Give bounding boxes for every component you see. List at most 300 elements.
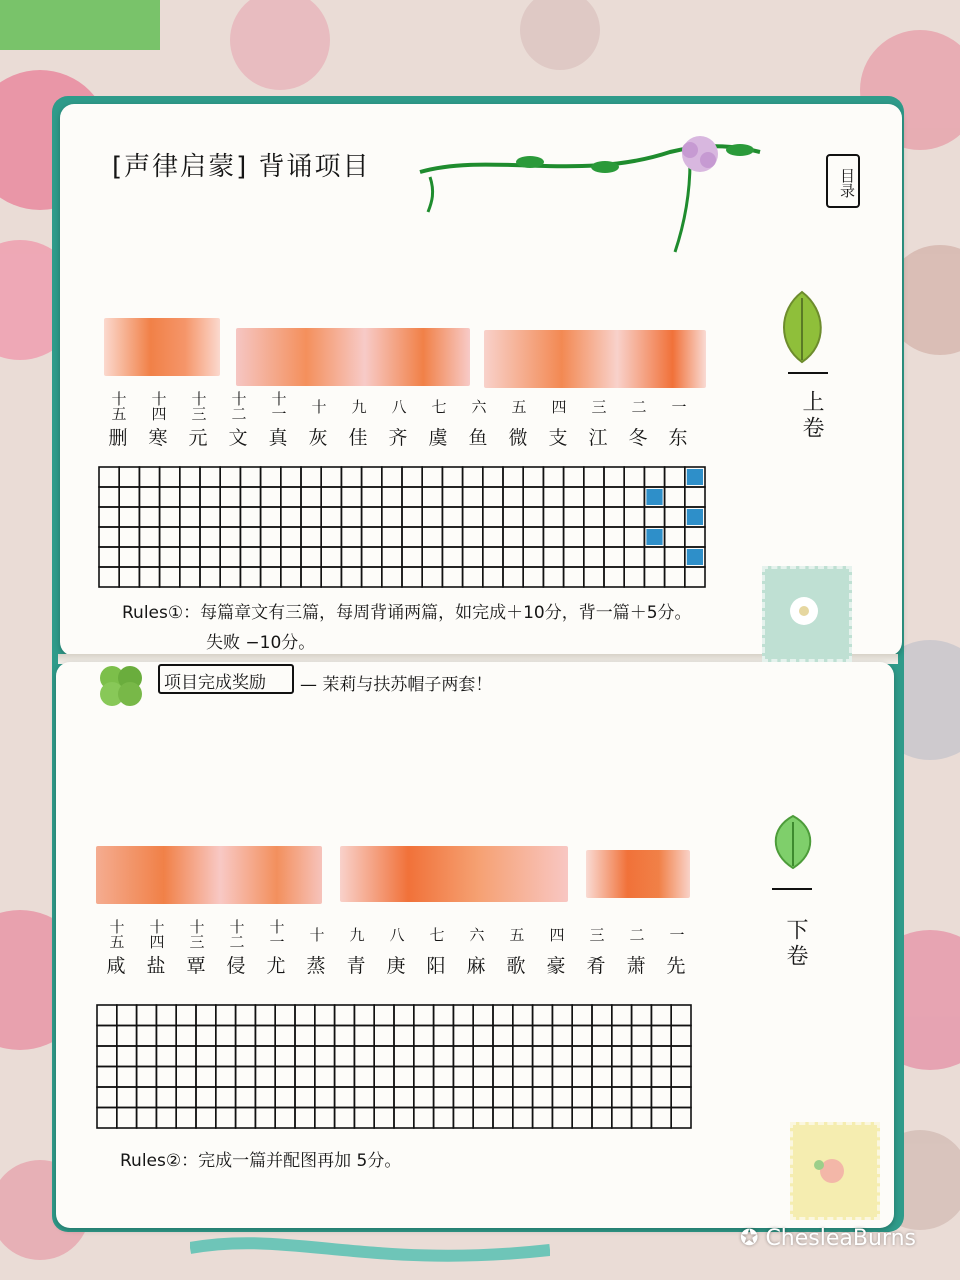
grid-cell bbox=[341, 527, 361, 547]
grid-cell bbox=[442, 567, 462, 587]
grid-cell bbox=[196, 1108, 216, 1129]
grid-cell bbox=[180, 487, 200, 507]
grid-cell bbox=[552, 1087, 572, 1108]
ribbon-bookmark bbox=[190, 1220, 550, 1280]
grid-cell bbox=[513, 1087, 533, 1108]
column-number: 十五 bbox=[109, 391, 128, 421]
rhyme-character: 元 bbox=[188, 427, 208, 449]
grid-cell bbox=[216, 1046, 236, 1067]
grid-cell bbox=[261, 527, 281, 547]
grid-cell bbox=[612, 1067, 632, 1088]
grid-cell bbox=[275, 1087, 295, 1108]
grid-cell bbox=[119, 507, 139, 527]
rhyme-column bbox=[138, 384, 178, 447]
rhyme-character: 文 bbox=[228, 427, 248, 449]
clover-icon bbox=[94, 660, 150, 710]
grid-cell bbox=[97, 1108, 117, 1129]
grid-cell bbox=[564, 507, 584, 527]
rhyme-character: 冬 bbox=[628, 427, 648, 449]
grid-cell bbox=[624, 527, 644, 547]
rhyme-character: 东 bbox=[668, 427, 688, 449]
grid-cell bbox=[335, 1067, 355, 1088]
grid-cell bbox=[612, 1108, 632, 1129]
grid-cell bbox=[503, 507, 523, 527]
grid-cell bbox=[281, 567, 301, 587]
grid-cell bbox=[119, 487, 139, 507]
grid-cell bbox=[651, 1108, 671, 1129]
grid-cell bbox=[493, 1087, 513, 1108]
grid-cell bbox=[463, 467, 483, 487]
column-number: 八 bbox=[387, 926, 406, 942]
grid-cell bbox=[295, 1005, 315, 1026]
grid-cell bbox=[651, 1087, 671, 1108]
grid-cell bbox=[354, 1046, 374, 1067]
grid-cell bbox=[281, 467, 301, 487]
completed-cell bbox=[646, 489, 662, 505]
grid-cell bbox=[463, 547, 483, 567]
column-number: 十二 bbox=[229, 391, 248, 421]
grid-cell bbox=[523, 507, 543, 527]
rhyme-column bbox=[136, 912, 176, 975]
rhyme-column bbox=[578, 384, 618, 447]
grid-cell bbox=[572, 1005, 592, 1026]
rhyme-character: 尤 bbox=[266, 955, 286, 977]
volume-1-headers bbox=[98, 384, 698, 447]
grid-cell bbox=[442, 527, 462, 547]
grid-cell bbox=[321, 487, 341, 507]
grid-cell bbox=[402, 507, 422, 527]
rhyme-character: 萧 bbox=[626, 955, 646, 977]
rhyme-character: 先 bbox=[666, 955, 686, 977]
grid-cell bbox=[473, 1087, 493, 1108]
grid-cell bbox=[533, 1087, 553, 1108]
grid-cell bbox=[564, 487, 584, 507]
rhyme-character: 歌 bbox=[506, 955, 526, 977]
grid-cell bbox=[99, 567, 119, 587]
vine-doodle bbox=[400, 132, 770, 262]
grid-cell bbox=[632, 1108, 652, 1129]
grid-cell bbox=[434, 1026, 454, 1047]
grid-cell bbox=[513, 1005, 533, 1026]
grid-cell bbox=[651, 1046, 671, 1067]
column-number: 十五 bbox=[107, 919, 126, 949]
grid-cell bbox=[295, 1108, 315, 1129]
grid-cell bbox=[632, 1026, 652, 1047]
grid-cell bbox=[533, 1046, 553, 1067]
grid-cell bbox=[200, 547, 220, 567]
rhyme-character: 江 bbox=[588, 427, 608, 449]
flower-icon bbox=[793, 1125, 871, 1211]
toc-label: 目录 bbox=[826, 154, 860, 208]
grid-cell bbox=[275, 1067, 295, 1088]
rhyme-character: 肴 bbox=[586, 955, 606, 977]
column-number: 十一 bbox=[267, 919, 286, 949]
grid-cell bbox=[612, 1005, 632, 1026]
grid-cell bbox=[240, 507, 260, 527]
grid-cell bbox=[240, 547, 260, 567]
grid-cell bbox=[335, 1005, 355, 1026]
grid-cell bbox=[137, 1108, 157, 1129]
grid-cell bbox=[354, 1108, 374, 1129]
rhyme-column bbox=[538, 384, 578, 447]
grid-cell bbox=[180, 547, 200, 567]
rhyme-character: 侵 bbox=[226, 955, 246, 977]
grid-cell bbox=[275, 1046, 295, 1067]
grid-cell bbox=[572, 1046, 592, 1067]
grid-cell bbox=[156, 1005, 176, 1026]
grid-cell bbox=[301, 507, 321, 527]
page-title: [声律启蒙] 背诵项目 bbox=[112, 152, 371, 182]
grid-cell bbox=[584, 527, 604, 547]
rhyme-column bbox=[216, 912, 256, 975]
rhyme-character: 微 bbox=[508, 427, 528, 449]
grid-cell bbox=[483, 547, 503, 567]
grid-cell bbox=[473, 1005, 493, 1026]
grid-cell bbox=[592, 1087, 612, 1108]
grid-cell bbox=[160, 467, 180, 487]
grid-cell bbox=[552, 1067, 572, 1088]
grid-cell bbox=[644, 547, 664, 567]
grid-cell bbox=[671, 1026, 691, 1047]
grid-cell bbox=[552, 1108, 572, 1129]
grid-cell bbox=[624, 467, 644, 487]
completed-cell bbox=[687, 469, 703, 485]
column-number: 八 bbox=[389, 398, 408, 414]
grid-cell bbox=[604, 467, 624, 487]
grid-cell bbox=[671, 1067, 691, 1088]
grid-cell bbox=[394, 1026, 414, 1047]
rhyme-character: 寒 bbox=[148, 427, 168, 449]
grid-cell bbox=[216, 1067, 236, 1088]
grid-cell bbox=[275, 1005, 295, 1026]
grid-cell bbox=[220, 487, 240, 507]
grid-cell bbox=[196, 1087, 216, 1108]
rhyme-column bbox=[338, 384, 378, 447]
grid-cell bbox=[240, 527, 260, 547]
grid-cell bbox=[362, 547, 382, 567]
grid-cell bbox=[453, 1108, 473, 1129]
grid-cell bbox=[374, 1087, 394, 1108]
grid-cell bbox=[483, 567, 503, 587]
washi-tape bbox=[96, 846, 322, 904]
wechat-icon: ✪ bbox=[740, 1226, 766, 1251]
column-number: 十二 bbox=[227, 919, 246, 949]
column-number: 六 bbox=[467, 926, 486, 942]
column-number: 一 bbox=[669, 398, 688, 414]
grid-cell bbox=[321, 567, 341, 587]
grid-cell bbox=[137, 1026, 157, 1047]
leaf-icon bbox=[776, 290, 828, 366]
column-number: 四 bbox=[547, 926, 566, 942]
grid-cell bbox=[160, 487, 180, 507]
grid-cell bbox=[442, 507, 462, 527]
grid-cell bbox=[374, 1026, 394, 1047]
rhyme-column bbox=[496, 912, 536, 975]
grid-cell bbox=[220, 507, 240, 527]
grid-cell bbox=[255, 1087, 275, 1108]
grid-cell bbox=[503, 467, 523, 487]
grid-cell bbox=[442, 547, 462, 567]
grid-cell bbox=[139, 507, 159, 527]
grid-cell bbox=[434, 1108, 454, 1129]
grid-cell bbox=[321, 507, 341, 527]
rhyme-column bbox=[498, 384, 538, 447]
grid-cell bbox=[236, 1005, 256, 1026]
grid-cell bbox=[434, 1005, 454, 1026]
rhyme-character: 庚 bbox=[386, 955, 406, 977]
grid-cell bbox=[176, 1026, 196, 1047]
column-number: 九 bbox=[347, 926, 366, 942]
grid-cell bbox=[137, 1005, 157, 1026]
volume-2-label: 下卷 bbox=[783, 918, 808, 970]
grid-cell bbox=[453, 1087, 473, 1108]
grid-cell bbox=[503, 527, 523, 547]
grid-cell bbox=[473, 1108, 493, 1129]
grid-cell bbox=[543, 547, 563, 567]
rhyme-character: 青 bbox=[346, 955, 366, 977]
grid-cell bbox=[493, 1005, 513, 1026]
grid-cell bbox=[592, 1046, 612, 1067]
grid-cell bbox=[160, 567, 180, 587]
grid-cell bbox=[572, 1108, 592, 1129]
grid-cell bbox=[414, 1046, 434, 1067]
grid-cell bbox=[422, 487, 442, 507]
rhyme-column bbox=[418, 384, 458, 447]
grid-cell bbox=[402, 527, 422, 547]
grid-cell bbox=[97, 1087, 117, 1108]
grid-cell bbox=[604, 487, 624, 507]
grid-cell bbox=[442, 487, 462, 507]
grid-cell bbox=[651, 1026, 671, 1047]
grid-cell bbox=[552, 1005, 572, 1026]
grid-cell bbox=[321, 527, 341, 547]
grid-cell bbox=[592, 1005, 612, 1026]
grid-cell bbox=[543, 527, 563, 547]
grid-cell bbox=[200, 467, 220, 487]
grid-cell bbox=[483, 467, 503, 487]
grid-cell bbox=[236, 1067, 256, 1088]
grid-cell bbox=[301, 547, 321, 567]
column-number: 九 bbox=[349, 398, 368, 414]
grid-cell bbox=[671, 1046, 691, 1067]
grid-cell bbox=[503, 487, 523, 507]
grid-cell bbox=[394, 1108, 414, 1129]
grid-cell bbox=[402, 567, 422, 587]
grid-cell bbox=[117, 1108, 137, 1129]
grid-cell bbox=[156, 1026, 176, 1047]
grid-cell bbox=[572, 1026, 592, 1047]
grid-cell bbox=[382, 527, 402, 547]
grid-cell bbox=[99, 527, 119, 547]
grid-cell bbox=[651, 1005, 671, 1026]
grid-cell bbox=[139, 547, 159, 567]
grid-cell bbox=[414, 1005, 434, 1026]
grid-cell bbox=[281, 507, 301, 527]
rhyme-character: 虞 bbox=[428, 427, 448, 449]
grid-cell bbox=[422, 547, 442, 567]
grid-cell bbox=[632, 1046, 652, 1067]
grid-cell bbox=[533, 1108, 553, 1129]
grid-cell bbox=[255, 1046, 275, 1067]
grid-cell bbox=[463, 527, 483, 547]
rhyme-character: 豪 bbox=[546, 955, 566, 977]
grid-cell bbox=[255, 1108, 275, 1129]
rhyme-character: 盐 bbox=[146, 955, 166, 977]
grid-cell bbox=[604, 547, 624, 567]
grid-cell bbox=[301, 527, 321, 547]
grid-cell bbox=[216, 1026, 236, 1047]
grid-cell bbox=[685, 567, 705, 587]
column-number: 五 bbox=[509, 398, 528, 414]
grid-cell bbox=[240, 467, 260, 487]
grid-cell bbox=[180, 467, 200, 487]
grid-cell bbox=[543, 467, 563, 487]
grid-cell bbox=[612, 1087, 632, 1108]
grid-cell bbox=[255, 1067, 275, 1088]
grid-cell bbox=[216, 1087, 236, 1108]
grid-cell bbox=[612, 1046, 632, 1067]
grid-cell bbox=[156, 1067, 176, 1088]
column-number: 十三 bbox=[189, 391, 208, 421]
column-number: 三 bbox=[587, 926, 606, 942]
grid-cell bbox=[139, 527, 159, 547]
rhyme-character: 佳 bbox=[348, 427, 368, 449]
rhyme-character: 麻 bbox=[466, 955, 486, 977]
column-number: 十一 bbox=[269, 391, 288, 421]
grid-cell bbox=[513, 1108, 533, 1129]
grid-cell bbox=[117, 1067, 137, 1088]
grid-cell bbox=[644, 507, 664, 527]
grid-cell bbox=[119, 567, 139, 587]
grid-cell bbox=[624, 507, 644, 527]
grid-cell bbox=[156, 1046, 176, 1067]
column-number: 一 bbox=[667, 926, 686, 942]
grid-cell bbox=[97, 1026, 117, 1047]
rhyme-character: 支 bbox=[548, 427, 568, 449]
rhyme-column bbox=[536, 912, 576, 975]
grid-cell bbox=[315, 1046, 335, 1067]
rhyme-column bbox=[416, 912, 456, 975]
decorative-stamp bbox=[790, 1122, 880, 1220]
grid-cell bbox=[665, 567, 685, 587]
grid-cell bbox=[584, 547, 604, 567]
grid-cell bbox=[97, 1005, 117, 1026]
grid-cell bbox=[220, 547, 240, 567]
grid-cell bbox=[442, 467, 462, 487]
grid-cell bbox=[394, 1005, 414, 1026]
grid-cell bbox=[503, 567, 523, 587]
grid-cell bbox=[315, 1108, 335, 1129]
grid-cell bbox=[117, 1005, 137, 1026]
grid-cell bbox=[176, 1108, 196, 1129]
grid-cell bbox=[261, 507, 281, 527]
grid-cell bbox=[139, 487, 159, 507]
column-number: 七 bbox=[427, 926, 446, 942]
grid-cell bbox=[671, 1087, 691, 1108]
grid-cell bbox=[543, 487, 563, 507]
column-number: 十四 bbox=[147, 919, 166, 949]
grid-cell bbox=[422, 507, 442, 527]
grid-cell bbox=[315, 1005, 335, 1026]
grid-cell bbox=[281, 527, 301, 547]
grid-cell bbox=[216, 1005, 236, 1026]
grid-cell bbox=[236, 1087, 256, 1108]
grid-cell bbox=[354, 1026, 374, 1047]
grid-cell bbox=[261, 547, 281, 567]
grid-cell bbox=[624, 487, 644, 507]
grid-cell bbox=[341, 507, 361, 527]
grid-cell bbox=[156, 1087, 176, 1108]
rhyme-column bbox=[656, 912, 696, 975]
grid-cell bbox=[572, 1067, 592, 1088]
grid-cell bbox=[473, 1046, 493, 1067]
reward-text: — 茉莉与扶苏帽子两套！ bbox=[300, 675, 493, 695]
grid-cell bbox=[137, 1046, 157, 1067]
grid-cell bbox=[483, 527, 503, 547]
grid-cell bbox=[261, 487, 281, 507]
grid-cell bbox=[335, 1046, 355, 1067]
grid-cell bbox=[604, 567, 624, 587]
grid-cell bbox=[236, 1046, 256, 1067]
grid-cell bbox=[414, 1087, 434, 1108]
rhyme-character: 真 bbox=[268, 427, 288, 449]
grid-cell bbox=[196, 1005, 216, 1026]
column-number: 七 bbox=[429, 398, 448, 414]
rhyme-column bbox=[376, 912, 416, 975]
rhyme-column bbox=[458, 384, 498, 447]
grid-cell bbox=[176, 1087, 196, 1108]
column-number: 十四 bbox=[149, 391, 168, 421]
grid-cell bbox=[402, 487, 422, 507]
grid-cell bbox=[137, 1087, 157, 1108]
column-number: 十 bbox=[307, 926, 326, 942]
rhyme-column bbox=[298, 384, 338, 447]
column-number: 十 bbox=[309, 398, 328, 414]
grid-cell bbox=[394, 1087, 414, 1108]
column-number: 二 bbox=[629, 398, 648, 414]
rules-1-text: Rules①：每篇章文有三篇，每周背诵两篇，如完成＋10分，背一篇＋5分。 bbox=[122, 603, 692, 623]
grid-cell bbox=[434, 1067, 454, 1088]
grid-cell bbox=[315, 1087, 335, 1108]
grid-cell bbox=[422, 527, 442, 547]
washi-tape bbox=[236, 328, 470, 386]
rhyme-character: 灰 bbox=[308, 427, 328, 449]
grid-cell bbox=[281, 547, 301, 567]
washi-tape bbox=[104, 318, 220, 376]
rhyme-column bbox=[256, 912, 296, 975]
grid-cell bbox=[180, 507, 200, 527]
grid-cell bbox=[119, 547, 139, 567]
grid-cell bbox=[216, 1108, 236, 1129]
grid-cell bbox=[612, 1026, 632, 1047]
grid-cell bbox=[665, 527, 685, 547]
grid-cell bbox=[139, 467, 159, 487]
rhyme-column bbox=[616, 912, 656, 975]
grid-cell bbox=[651, 1067, 671, 1088]
grid-cell bbox=[533, 1067, 553, 1088]
grid-cell bbox=[533, 1026, 553, 1047]
grid-cell bbox=[275, 1026, 295, 1047]
volume-1-label: 上卷 bbox=[799, 390, 824, 442]
grid-cell bbox=[414, 1067, 434, 1088]
grid-cell bbox=[160, 547, 180, 567]
rhyme-character: 鱼 bbox=[468, 427, 488, 449]
grid-cell bbox=[139, 567, 159, 587]
washi-tape bbox=[484, 330, 706, 388]
grid-cell bbox=[434, 1087, 454, 1108]
grid-cell bbox=[572, 1087, 592, 1108]
grid-cell bbox=[200, 507, 220, 527]
